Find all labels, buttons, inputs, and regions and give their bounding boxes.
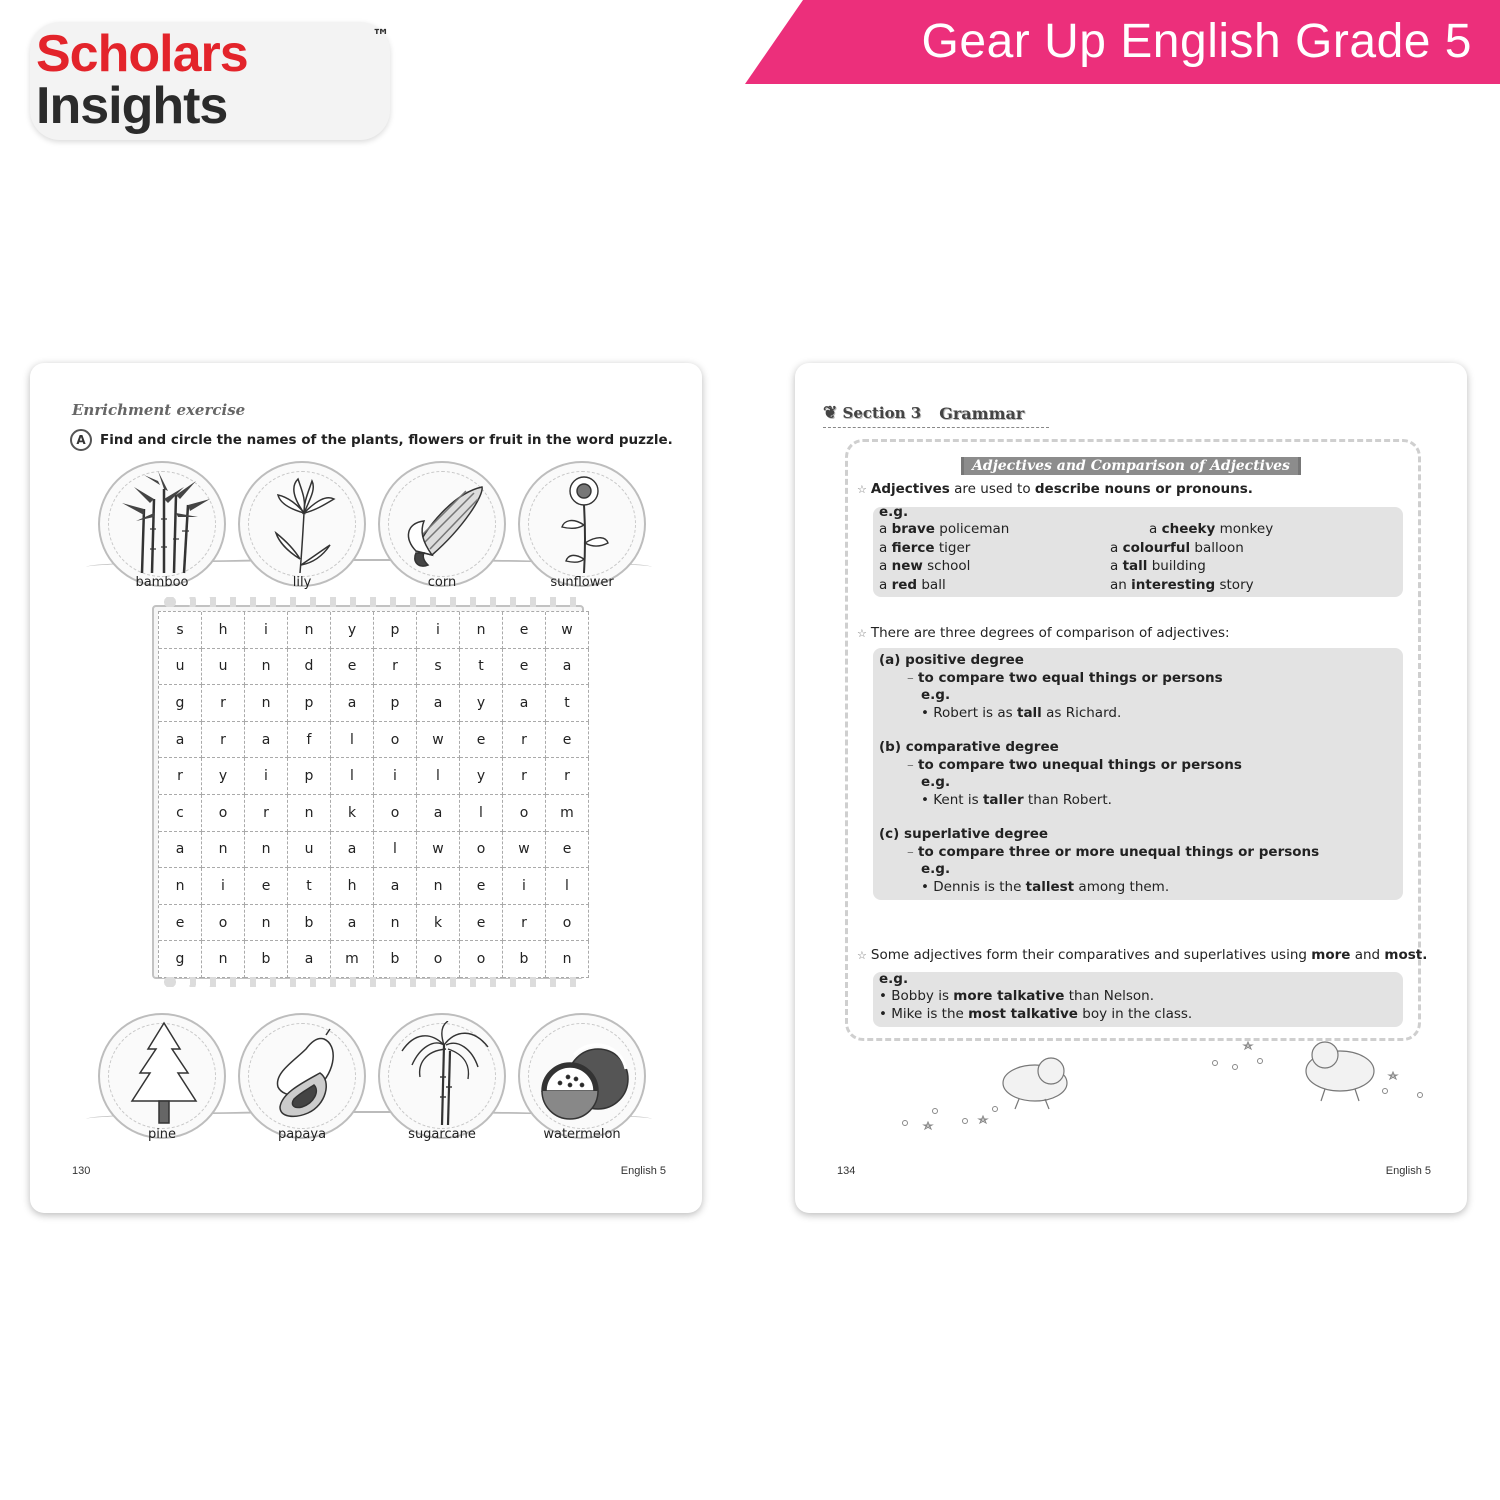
trademark: ™ [372,26,390,47]
grid-cell[interactable]: g [159,941,202,978]
grid-cell[interactable]: l [374,832,417,869]
enrichment-heading: Enrichment exercise [72,401,246,419]
more-most-box [873,972,1403,1027]
grid-cell[interactable]: a [503,685,546,722]
example-left-pre: a [879,576,892,593]
grid-cell[interactable]: e [331,649,374,686]
grid-cell[interactable]: a [331,685,374,722]
degree-example [921,879,1169,895]
eg-label-2: e.g. [879,971,909,987]
grid-cell[interactable]: e [159,905,202,942]
degrees-box [873,648,1403,900]
page-number: 130 [72,1165,91,1177]
grid-cell[interactable]: e [460,905,503,942]
example-right-pre: a [1149,521,1162,537]
more-most-example-post: than Nelson. [1064,988,1155,1004]
example-right-post: building [1147,558,1206,574]
intro-line [857,481,1253,497]
leaf-icon: ❦ [823,403,838,423]
grid-cell[interactable]: o [417,941,460,978]
more-most-bold-1: more [1311,947,1351,963]
example-left-bold: new [891,558,923,574]
grid-cell[interactable]: o [374,795,417,832]
grid-cell[interactable]: a [417,685,460,722]
grid-cell[interactable]: t [288,868,331,905]
grid-cell[interactable]: e [546,832,589,869]
sunflower-icon [534,469,634,577]
example-right [1110,577,1254,593]
grid-cell[interactable]: a [546,649,589,686]
grid-cell[interactable]: y [460,758,503,795]
degree-example-post: than Robert. [1023,792,1112,808]
dash-icon: – [907,670,919,686]
grid-cell[interactable]: n [374,905,417,942]
grid-cell[interactable]: n [245,685,288,722]
more-most-example-pre: • Mike is the [879,1006,969,1022]
example-left-post: tiger [934,539,971,556]
example-right-post: balloon [1190,539,1244,556]
dash-icon: – [907,757,919,773]
grid-cell[interactable]: l [331,758,374,795]
example-right-post: monkey [1215,521,1274,537]
degree-example-post: among them. [1074,879,1170,895]
grid-cell[interactable]: b [288,905,331,942]
grid-cell[interactable]: a [288,941,331,978]
grid-cell[interactable]: d [288,649,331,686]
logo-line-2-text: Insights [36,77,228,135]
grid-cell[interactable]: y [202,758,245,795]
grid-cell[interactable]: e [460,868,503,905]
grid-cell[interactable]: n [159,868,202,905]
section-heading [823,403,1024,423]
example-right [1110,558,1206,574]
grid-cell[interactable]: i [245,758,288,795]
more-most-example [879,1006,1192,1022]
more-most-line [857,947,1427,963]
grid-cell[interactable]: a [245,722,288,759]
example-right-post: story [1215,576,1254,593]
page-footer: English 5 [1385,1165,1431,1177]
star-icon: ☆ [857,949,867,962]
grid-cell[interactable]: n [288,795,331,832]
degree-example-pre: • Dennis is the [921,879,1026,895]
example-right-pre: a [1110,539,1123,556]
grid-cell[interactable]: y [460,685,503,722]
grid-cell[interactable]: a [331,905,374,942]
brand-logo [30,22,400,142]
grid-cell[interactable]: p [374,612,417,649]
grid-cell[interactable]: s [417,649,460,686]
watermelon-icon [534,1021,634,1129]
grid-cell[interactable]: r [503,758,546,795]
word-grid [158,611,589,978]
grid-cell[interactable]: o [503,795,546,832]
sugarcane-icon [394,1021,494,1129]
grid-cell[interactable]: e [503,649,546,686]
degree-example-bold: taller [982,792,1024,808]
grid-cell[interactable]: a [159,832,202,869]
eg-label: e.g. [921,861,951,877]
grid-cell[interactable]: n [202,832,245,869]
example-right-bold: tall [1122,558,1148,574]
example-left [879,577,946,593]
degree-description-row [907,844,1319,860]
more-most-example-pre: • Bobby is [879,988,954,1004]
section-label [823,403,921,423]
grid-cell[interactable]: n [460,612,503,649]
grid-cell[interactable]: w [417,832,460,869]
more-most-pre: Some adjectives form their comparatives and superlatives using [870,947,1312,963]
more-most-example-bold: more talkative [953,988,1065,1004]
examples-box [873,504,1403,597]
bubble-sunflower [518,461,646,587]
degrees-intro: There are three degrees of comparison of adjectives: [870,625,1230,641]
degrees-intro-line [857,625,1230,641]
degree-example-bold: tallest [1025,879,1075,895]
intro-bold-2: describe nouns or pronouns. [1034,481,1253,497]
more-most-mid: and [1350,947,1385,963]
bubble-papaya [238,1013,366,1139]
degree-description: to compare two equal things or persons [918,670,1223,686]
example-left-bold: red [891,576,918,593]
degree-name: (b) comparative degree [879,739,1059,755]
grid-cell[interactable]: e [546,722,589,759]
logo-line-1-text: Scholars [36,25,248,83]
degree-name: (a) positive degree [879,652,1024,668]
example-right-bold: cheeky [1161,521,1216,537]
left-page [30,363,702,1213]
grid-cell[interactable]: t [546,685,589,722]
example-right [1149,521,1273,537]
grid-cell[interactable]: h [331,868,374,905]
grid-cell[interactable]: a [374,868,417,905]
logo-line-2 [36,77,228,135]
degree-description-row [907,670,1223,686]
grid-cell[interactable]: n [417,868,460,905]
right-page [795,363,1467,1213]
dash-icon: – [907,844,919,860]
grid-cell[interactable]: o [460,941,503,978]
grid-cell[interactable]: r [202,685,245,722]
grid-cell[interactable]: n [245,649,288,686]
example-left-post: ball [917,576,946,593]
example-left-pre: a [879,558,892,574]
grid-cell[interactable]: r [503,905,546,942]
grid-cell[interactable]: u [202,649,245,686]
banner-title: Gear Up English Grade 5 [921,15,1472,68]
star-icon: ☆ [857,627,867,640]
example-left-bold: brave [891,521,935,537]
bubble-sugarcane [378,1013,506,1139]
example-right-bold: colourful [1122,539,1191,556]
eg-label: e.g. [921,774,951,790]
grid-cell[interactable]: r [503,722,546,759]
grid-cell[interactable]: p [374,685,417,722]
grid-cell[interactable]: u [288,832,331,869]
grid-cell[interactable]: l [417,758,460,795]
grid-cell[interactable]: r [202,722,245,759]
grid-cell[interactable]: i [417,612,460,649]
more-most-example-post: boy in the class. [1077,1006,1193,1022]
bubble-lily [238,461,366,587]
bubble-corn [378,461,506,587]
grid-cell[interactable]: i [245,612,288,649]
more-most-example-bold: most talkative [968,1006,1078,1022]
intro-bold-1: Adjectives [870,481,950,497]
grid-cell[interactable]: r [245,795,288,832]
grid-cell[interactable]: l [331,722,374,759]
example-left [879,540,970,556]
grid-cell[interactable]: i [202,868,245,905]
corn-icon [394,469,494,577]
grid-cell[interactable]: n [245,832,288,869]
exercise-badge: A [70,429,92,451]
grid-cell[interactable]: p [288,685,331,722]
plant-label-bamboo: bamboo [135,575,189,590]
grid-cell[interactable]: u [159,649,202,686]
degree-description-row [907,757,1242,773]
plant-label-corn: corn [427,575,457,590]
word-puzzle [152,605,584,979]
grid-cell[interactable]: m [546,795,589,832]
degree-description: to compare three or more unequal things or persons [918,844,1320,860]
grid-cell[interactable]: t [460,649,503,686]
grid-cell[interactable]: r [159,758,202,795]
grid-cell[interactable]: l [460,795,503,832]
plant-label-pine: pine [147,1127,177,1142]
grid-cell[interactable]: i [503,868,546,905]
logo-line-1 [36,25,248,83]
example-left-pre: a [879,539,892,556]
grid-cell[interactable]: s [159,612,202,649]
papaya-icon [254,1021,354,1129]
grid-cell[interactable]: b [503,941,546,978]
example-left-bold: fierce [891,539,935,556]
degree-example-pre: • Robert is as [921,705,1017,721]
plant-label-papaya: papaya [277,1127,327,1142]
section-number: Section 3 [842,404,922,422]
sheep-doodle-icon [885,1041,1445,1151]
bubble-watermelon [518,1013,646,1139]
example-right-pre: a [1110,558,1123,574]
grid-cell[interactable]: o [546,905,589,942]
grid-cell[interactable]: e [245,868,288,905]
example-left-post: policeman [934,521,1010,537]
grid-cell[interactable]: n [245,905,288,942]
section-rule [823,427,1049,428]
grid-cell[interactable]: k [331,795,374,832]
topic-title-wrap [795,455,1467,475]
grid-cell[interactable]: w [546,612,589,649]
grid-cell[interactable]: l [546,868,589,905]
grid-cell[interactable]: b [245,941,288,978]
grid-cell[interactable]: a [331,832,374,869]
grid-cell[interactable]: a [159,722,202,759]
example-left-pre: a [879,521,892,537]
example-right-bold: interesting [1131,576,1216,593]
instruction-row [70,429,673,451]
degree-description: to compare two unequal things or persons [918,757,1242,773]
grid-cell[interactable]: n [288,612,331,649]
grid-cell[interactable]: r [546,758,589,795]
grid-cell[interactable]: i [374,758,417,795]
grid-cell[interactable]: w [417,722,460,759]
grid-cell[interactable]: b [374,941,417,978]
grid-cell[interactable]: a [417,795,460,832]
pine-icon [114,1021,214,1129]
grid-cell[interactable]: r [374,649,417,686]
grid-cell[interactable]: h [202,612,245,649]
grid-cell[interactable]: o [374,722,417,759]
degree-name: (c) superlative degree [879,826,1049,842]
plant-label-sunflower: sunflower [550,575,614,590]
example-left [879,558,970,574]
intro-mid: are used to [949,481,1035,497]
grid-cell[interactable]: p [288,758,331,795]
bubble-bamboo [98,461,226,587]
example-right-pre: an [1110,576,1132,593]
bamboo-icon [114,469,214,577]
grid-cell[interactable]: o [202,795,245,832]
grid-cell[interactable]: m [331,941,374,978]
grid-cell[interactable]: y [331,612,374,649]
grid-cell[interactable]: n [546,941,589,978]
degree-example [921,705,1121,721]
degree-example-post: as Richard. [1041,705,1122,721]
section-title: Grammar [939,404,1025,423]
eg-label: e.g. [879,504,909,520]
grid-cell[interactable]: n [202,941,245,978]
page-number: 134 [837,1165,856,1177]
star-icon: ☆ [857,483,867,496]
grid-cell[interactable]: c [159,795,202,832]
title-banner [745,0,1500,84]
plant-label-watermelon: watermelon [543,1127,621,1142]
degree-example [921,792,1112,808]
degree-example-bold: tall [1016,705,1042,721]
grid-cell[interactable]: o [460,832,503,869]
grid-cell[interactable]: e [503,612,546,649]
instruction-text: Find and circle the names of the plants, flowers or fruit in the word puzzle. [100,432,673,448]
example-right [1110,540,1244,556]
plant-label-sugarcane: sugarcane [408,1127,476,1142]
grid-cell[interactable]: g [159,685,202,722]
more-most-example [879,988,1154,1004]
grid-cell[interactable]: w [503,832,546,869]
lily-icon [254,469,354,577]
grid-cell[interactable]: k [417,905,460,942]
grid-cell[interactable]: e [460,722,503,759]
page-footer: English 5 [620,1165,666,1177]
more-most-bold-2: most. [1384,947,1428,963]
eg-label: e.g. [921,687,951,703]
example-left-post: school [922,558,971,574]
plant-label-lily: lily [292,575,312,590]
topic-title: Adjectives and Comparison of Adjectives [961,457,1301,475]
example-left [879,521,1009,537]
bubble-pine [98,1013,226,1139]
grid-cell[interactable]: f [288,722,331,759]
grid-cell[interactable]: o [202,905,245,942]
degree-example-pre: • Kent is [921,792,983,808]
